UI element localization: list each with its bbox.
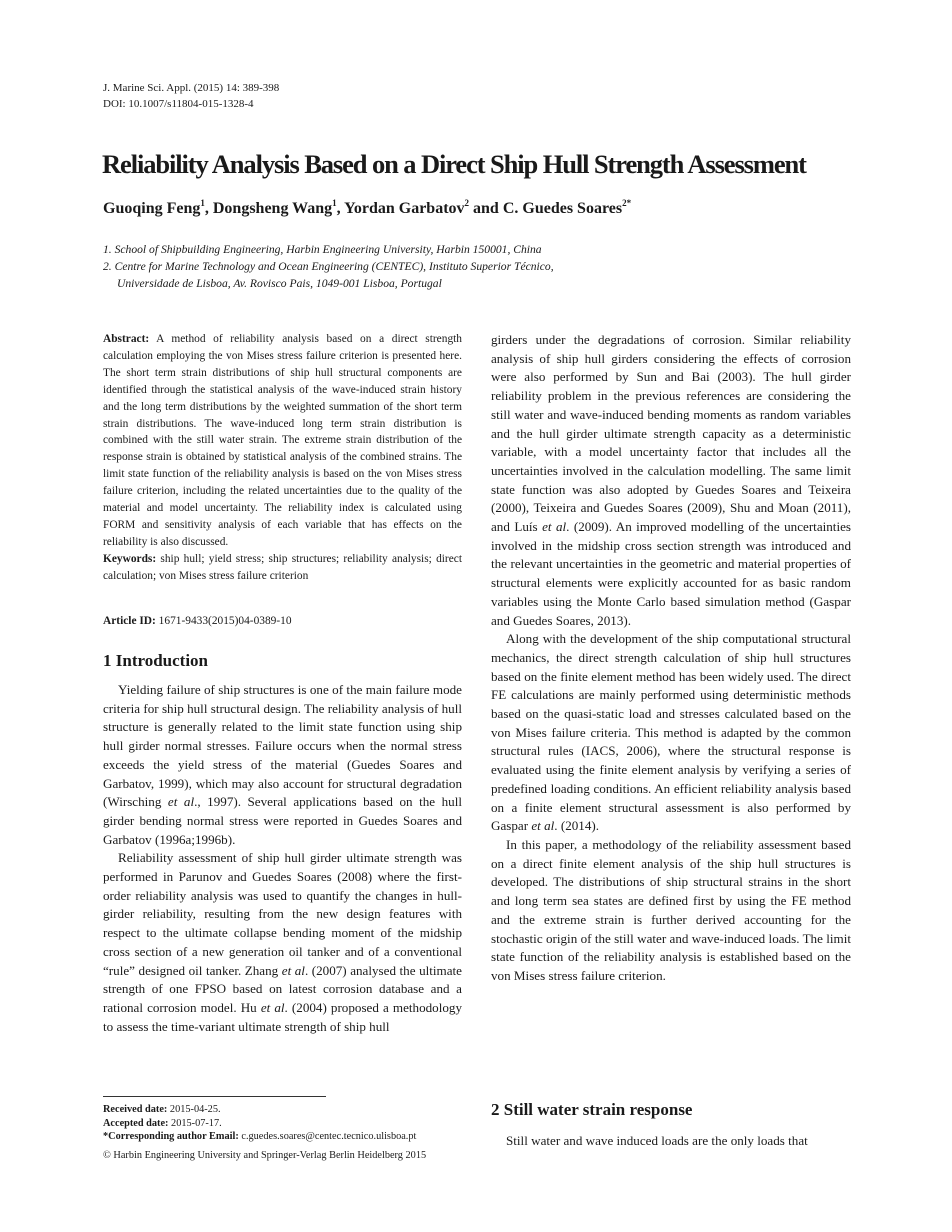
paragraph [491, 630, 851, 836]
keywords [103, 551, 462, 585]
section2-body [491, 1132, 851, 1151]
author-separator: and [469, 200, 503, 217]
accepted-value: 2015-07-17. [168, 1117, 222, 1129]
text-run-italic: et al [542, 519, 567, 535]
keywords-label: Keywords: [103, 552, 157, 565]
introduction-body [103, 681, 462, 1036]
author-list [103, 200, 631, 218]
article-id [103, 613, 462, 629]
text-run: . (2009). An improved modelling of the uncertainties involved in the midship cross section strength was introduced and the relevant uncertainties in the geometric and material properties of structural elements were explicitly accounted for as basic random variables using the Monte Carlo based simulation method (Gaspar and Guedes Soares, 2013). [491, 519, 851, 628]
affiliation-1: 1. School of Shipbuilding Engineering, Harbin Engineering University, Harbin 150001, China [103, 243, 542, 256]
footnotes [103, 1103, 473, 1162]
journal-citation: J. Marine Sci. Appl. (2015) 14: 389-398 [103, 82, 280, 94]
author-affiliation-mark: 2 [464, 198, 470, 208]
corresponding-label: *Corresponding author Email: [103, 1131, 239, 1143]
article-id-label: Article ID: [103, 615, 156, 627]
section-heading-introduction: 1 Introduction [103, 651, 209, 670]
author-affiliation-mark: 1 [200, 198, 205, 208]
author-separator: , [204, 200, 213, 217]
affiliation-2-cont: Universidade de Lisboa, Av. Rovisco Pais, 1049-001 Lisboa, Portugal [117, 277, 442, 290]
abstract-label: Abstract: [103, 333, 150, 345]
footnote-divider [103, 1096, 326, 1097]
affiliation-2: 2. Centre for Marine Technology and Ocean Engineering (CENTEC), Instituto Superior Técnico, [103, 260, 554, 273]
section-heading-still-water: 2 Still water strain response [491, 1100, 693, 1119]
paper-title: Reliability Analysis Based on a Direct Ship Hull Strength Assessment [102, 149, 806, 179]
journal-header [103, 80, 279, 112]
copyright-notice: © Harbin Engineering University and Springer-Verlag Berlin Heidelberg 2015 [103, 1149, 427, 1161]
text-run-italic: et al [167, 794, 195, 810]
text-run-italic: et al [281, 962, 305, 978]
paragraph [103, 681, 462, 849]
text-run: . (2007) analysed the ultimate strength of one FPSO based on latest corrosion database and a rational corrosion model. Hu [103, 962, 462, 1015]
text-run: . (2014). [554, 818, 600, 834]
article-id-value: 1671-9433(2015)04-0389-10 [155, 615, 292, 627]
text-run: . (2004) proposed a methodology to assess the time-variant ultimate strength of ship hull [103, 999, 462, 1034]
text-run: ., 1997). Several applications based on the hull girder bending normal stress were reported in Guedes Soares and Garbatov (1996a;1996b). [103, 794, 462, 847]
text-run: Reliability assessment of ship hull girder ultimate strength was performed in Parunov and Guedes Soares (2008) where the first-order reliability analysis was used to quantify the changes in hull-girder reliability, resulting from the new design features with respect to the ultimate collapse bending moment of the midship cross section of a new generation oil tanker and of a conventional “rule” designed oil tanker. Zhang [103, 850, 462, 978]
corresponding-author [103, 1130, 473, 1144]
text-run: Along with the development of the ship computational structural mechanics, the direct strength calculation of ship hull structures based on the finite element method has been widely used. The direct FE calculations are mainly performed using deterministic methods based on the quasi-static load and stresses calculated based on the von Mises failure criteria. This method is adapted by the common structural rules (IACS, 2006), where the structural response is evaluated using the finite element analysis by verifying a series of predefined loading conditions. An efficient reliability analysis based on a finite element structural assessment is also performed by Gaspar [491, 631, 851, 834]
accepted-date [103, 1117, 473, 1131]
received-date [103, 1103, 473, 1117]
text-run: girders under the degradations of corrosion. Similar reliability analysis of ship hull girders considering the effects of corrosion were also performed by Sun and Bai (2003). The hull girder reliability problem in the previous references are considering the still water and wave-induced bending moments as random variables and the hull girder ultimate strength capacity as a deterministic variable, with a model uncertainty factor that includes all the uncertainties involved in the calculation modelling. The same limit state function was also adopted by Guedes Soares and Teixeira (2000), Teixeira and Guedes Soares (2009), Shu and Moan (2011), and Luís [491, 332, 851, 535]
paragraph: Still water and wave induced loads are the only loads that [506, 1133, 808, 1148]
paragraph [491, 331, 851, 630]
accepted-label: Accepted date: [103, 1117, 169, 1129]
received-value: 2015-04-25. [167, 1104, 221, 1115]
abstract [103, 331, 462, 551]
keywords-text: ship hull; yield stress; ship structures; reliability analysis; direct calculation; von Mises stress failure criterion [103, 552, 462, 582]
author-separator: , [336, 200, 345, 217]
text-run-italic: et al [260, 999, 285, 1015]
doi: DOI: 10.1007/s11804-015-1328-4 [103, 98, 254, 110]
right-column-body [491, 331, 851, 986]
paragraph: In this paper, a methodology of the reliability assessment based on a direct finite element analysis of the ship hull structures is developed. The distributions of ship structural strains in the short and long term sea states are defined first by using the FE method and the extreme strain is further derived accounting for the stochastic origin of the still water and wave-induced loads. The limit state function of the reliability analysis is established based on the von Mises stress failure criterion. [491, 836, 851, 983]
author-affiliation-mark: 2* [622, 198, 632, 208]
author-affiliation-mark: 1 [332, 198, 337, 208]
corresponding-email[interactable]: c.guedes.soares@centec.tecnico.ulisboa.pt [238, 1131, 417, 1143]
received-label: Received date: [103, 1104, 168, 1115]
text-run-italic: et al [531, 818, 555, 834]
text-run: Yielding failure of ship structures is one of the main failure mode criteria for ship hull structural design. The reliability analysis of hull structure is generally related to the limit state function using ship hull girder normal stresses. Failure occurs when the normal stress exceeds the yield stress of the material (Guedes Soares and Garbatov, 1999), which may also account for structural degradation (Wirsching [103, 682, 462, 810]
author-name: Guoqing Feng [103, 200, 201, 217]
affiliations [103, 241, 554, 292]
author-name: Yordan Garbatov [344, 200, 465, 217]
abstract-block [103, 331, 462, 585]
author-name: C. Guedes Soares [502, 200, 623, 217]
author-name: Dongsheng Wang [212, 200, 333, 217]
paragraph [103, 849, 462, 1036]
abstract-text: A method of reliability analysis based on a direct strength calculation employing the von Mises stress failure criterion is presented here. The short term strain distributions of ship hull structural components are identified through the statistical analysis of the wave-induced strain history and the long term distributions by the weighted summation of the short term strain distributions. The wave-induced long term strain distribution is combined with the still water strain. The extreme strain distribution of the response strain is obtained by statistical analysis of the combined strains. The limit state function of the reliability analysis is based on the von Mises stress failure criterion, including the related uncertainties due to the quality of the material and model uncertainty. The reliability index is calculated using FORM and sensitivity analysis of each variable that has effects on the reliability is also discussed. [103, 333, 462, 548]
